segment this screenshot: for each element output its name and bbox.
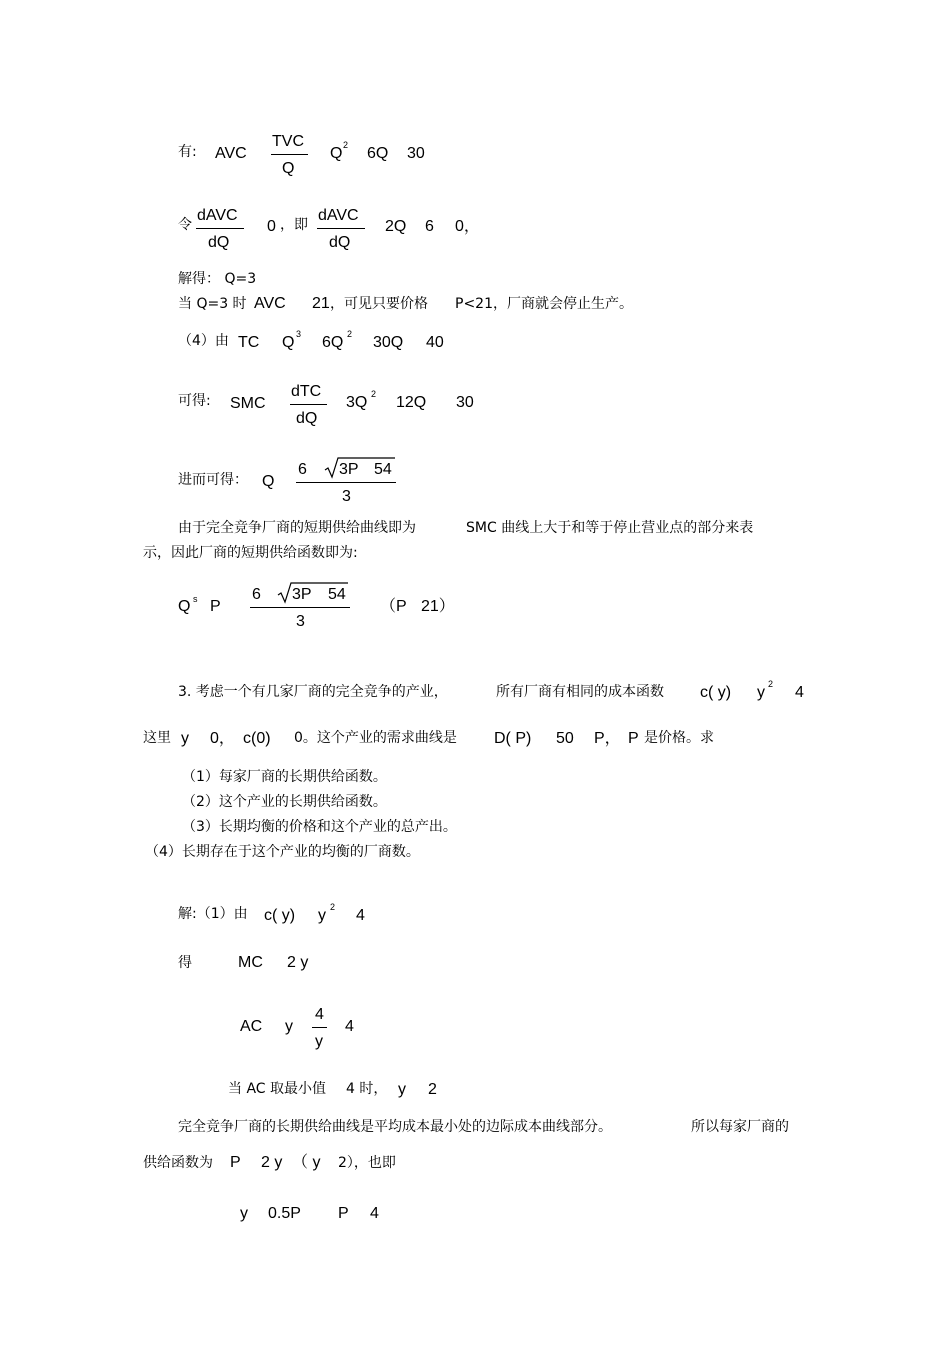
text: 可得: — [178, 393, 211, 409]
fraction-bar — [296, 482, 396, 483]
superscript-s: s — [193, 594, 198, 604]
condition-21: 21） — [421, 598, 455, 615]
fraction-bar — [250, 607, 350, 608]
condition: （ y — [292, 1154, 321, 1171]
term-4: 4 — [356, 907, 365, 924]
term-30: 30 — [407, 145, 425, 162]
q-symbol: Q — [178, 598, 191, 615]
fraction-bar — [196, 228, 244, 229]
term-2: 2 — [428, 1081, 437, 1098]
term-40: 40 — [426, 334, 444, 351]
text: 4 时， — [346, 1081, 388, 1097]
text: 供给函数为 — [143, 1155, 213, 1171]
text: 完全竞争厂商的长期供给曲线是平均成本最小处的边际成本曲线部分。 — [178, 1119, 612, 1135]
fraction-bar — [271, 154, 308, 155]
frac-denominator: dQ — [329, 234, 351, 251]
fraction-bar — [312, 1027, 327, 1028]
ji-text: ，即 — [280, 217, 308, 233]
y-symbol: y — [181, 730, 189, 747]
term-30q: 30Q — [373, 334, 404, 351]
frac-denominator: 3 — [296, 613, 305, 630]
frac-numerator: dAVC — [197, 207, 238, 224]
text: 示，因此厂商的短期供给函数即为: — [143, 545, 358, 561]
text: 所以每家厂商的 — [691, 1119, 789, 1135]
term-4: 4 — [795, 684, 804, 701]
exponent: 2 — [347, 329, 353, 339]
term-6: 6 — [298, 461, 307, 478]
frac-numerator: TVC — [272, 133, 304, 150]
frac-denominator: dQ — [296, 410, 318, 427]
frac-numerator: dAVC — [318, 207, 359, 224]
avc-symbol: AVC — [215, 145, 247, 162]
y-symbol: y — [757, 684, 765, 701]
term-30: 30 — [456, 394, 474, 411]
cost-function: c( y) — [264, 907, 296, 924]
radicand: 3P — [292, 586, 312, 603]
list-item: （3）长期均衡的价格和这个产业的总产出。 — [182, 819, 457, 835]
zero: 0 — [267, 218, 276, 235]
text: 0。这个产业的需求曲线是 — [294, 730, 457, 746]
term-6q: 6Q — [322, 334, 344, 351]
y-symbol: y — [240, 1205, 248, 1222]
frac-denominator: 3 — [342, 488, 351, 505]
y-symbol: y — [285, 1018, 293, 1035]
exponent: 3 — [296, 329, 302, 339]
text: 3. 考虑一个有几家厂商的完全竞争的产业， — [178, 684, 448, 700]
p-symbol: P， — [594, 730, 621, 747]
demand-function: D( P) — [494, 730, 532, 747]
radicand-54: 54 — [374, 461, 392, 478]
radicand-54: 54 — [328, 586, 346, 603]
eq-avc-prefix: 有: — [178, 144, 197, 160]
fraction-bar — [317, 228, 365, 229]
exponent: 2 — [768, 679, 774, 689]
y-symbol: y — [318, 907, 326, 924]
p-symbol: P — [338, 1205, 349, 1222]
mc-symbol: MC — [238, 954, 263, 971]
text: 当 AC 取最小值 — [228, 1081, 327, 1097]
text: （4）由 — [178, 333, 229, 349]
term-50: 50 — [556, 730, 574, 747]
list-item: （2）这个产业的长期供给函数。 — [182, 794, 387, 810]
term-6q: 6Q — [367, 145, 389, 162]
ac-symbol: AC — [240, 1018, 263, 1035]
p-symbol: P — [628, 730, 639, 747]
list-item: （1）每家厂商的长期供给函数。 — [182, 769, 387, 785]
tc-symbol: TC — [238, 334, 260, 351]
term-3q: 3Q — [346, 394, 368, 411]
term-12q: 12Q — [396, 394, 427, 411]
frac-numerator: dTC — [291, 383, 322, 400]
q-symbol: Q — [262, 473, 275, 490]
ling-text: 令 — [178, 217, 192, 233]
term-4: 4 — [345, 1018, 354, 1035]
text: 进而可得： — [178, 472, 248, 488]
exponent: 2 — [371, 389, 377, 399]
fraction-bar — [290, 404, 327, 405]
text: 解:（1）由 — [178, 906, 248, 922]
text: 由于完全竞争厂商的短期供给曲线即为 — [178, 520, 416, 536]
exponent: 2 — [343, 140, 349, 150]
zero: 0， — [455, 218, 480, 235]
solution-q3: 解得： Q=3 — [178, 271, 257, 287]
term-2y: 2 y — [261, 1154, 283, 1171]
smc-symbol: SMC — [230, 395, 266, 412]
text: 当 Q=3 时 — [178, 296, 247, 312]
text: 所有厂商有相同的成本函数 — [496, 684, 664, 700]
text: SMC 曲线上大于和等于停止营业点的部分来表 — [466, 520, 754, 536]
q-symbol: Q — [282, 334, 295, 351]
text: ，可见只要价格 — [330, 296, 428, 312]
p-symbol: P — [230, 1154, 241, 1171]
cost-function: c( y) — [700, 684, 732, 701]
value-21: 21 — [312, 295, 330, 312]
term-6: 6 — [425, 218, 434, 235]
term-6: 6 — [252, 586, 261, 603]
text: P<21，厂商就会停止生产。 — [455, 296, 633, 312]
text: 这里 — [143, 730, 171, 746]
exponent: 2 — [330, 902, 336, 912]
frac-numerator: 4 — [315, 1006, 324, 1023]
frac-denominator: dQ — [208, 234, 230, 251]
text: 2），也即 — [338, 1155, 396, 1171]
list-item: （4）长期存在于这个产业的均衡的厂商数。 — [145, 844, 420, 860]
condition: （P — [380, 598, 407, 615]
frac-denominator: Q — [282, 160, 295, 177]
avc-symbol: AVC — [254, 295, 286, 312]
term-05p: 0.5P — [268, 1205, 301, 1222]
radicand: 3P — [339, 461, 359, 478]
text: 是价格。求 — [644, 730, 714, 746]
q-symbol: Q — [330, 145, 343, 162]
y-symbol: y — [398, 1081, 406, 1098]
term-2q: 2Q — [385, 218, 407, 235]
term-4: 4 — [370, 1205, 379, 1222]
frac-denominator: y — [315, 1033, 323, 1050]
text: 得 — [178, 955, 192, 971]
p-symbol: P — [210, 598, 221, 615]
c-zero: c(0) — [243, 730, 271, 747]
zero: 0， — [210, 730, 235, 747]
term-2y: 2 y — [287, 954, 309, 971]
